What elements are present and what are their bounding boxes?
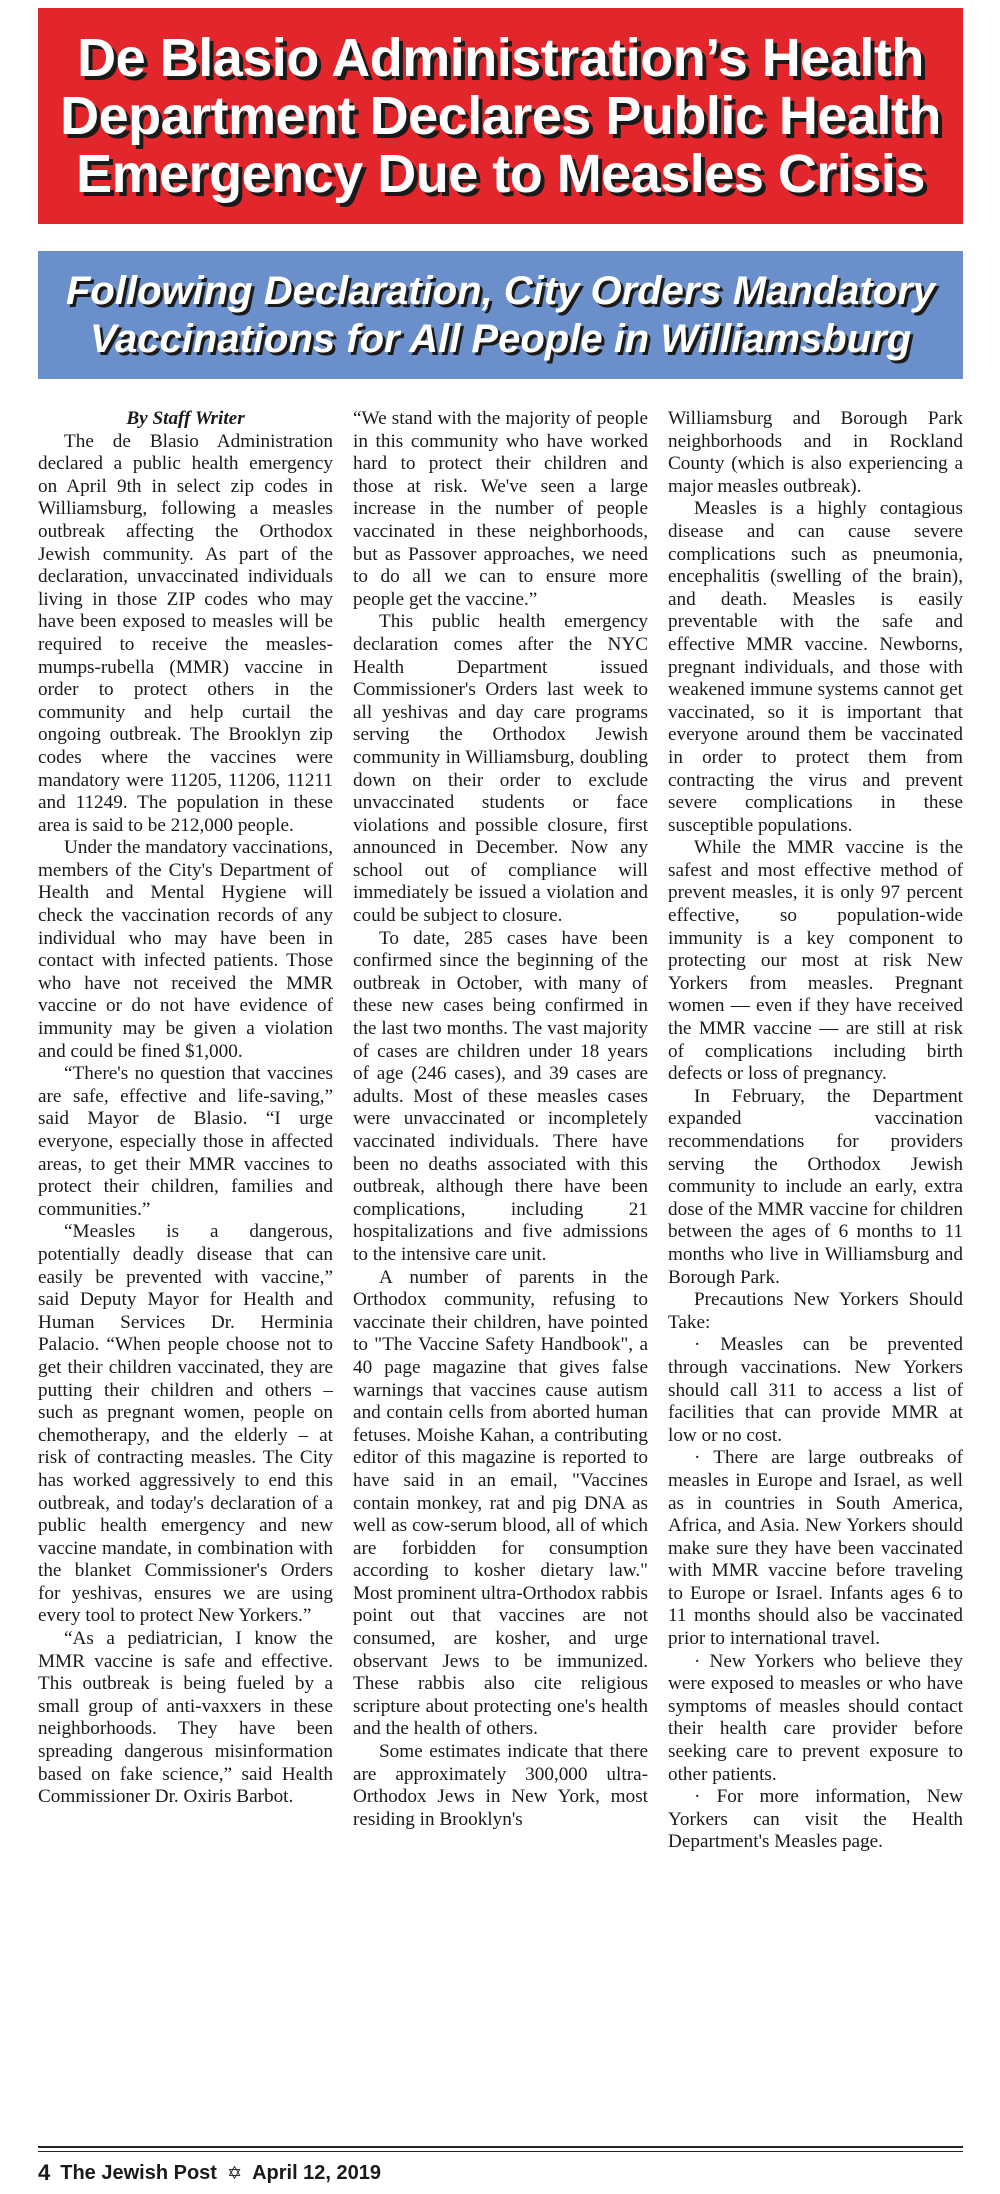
paragraph: A number of parents in the Orthodox community, refusing to vaccinate their children, have pointed to "The Vaccine Safety Handbook", a 40 page magazine that gives false warnings that vaccines cause autism and contain cells from aborted human fetuses. Moishe Kahan, a contributing editor of this magazine is reported to have said in an email, "Vaccines contain monkey, rat and pig DNA as well as cow-serum blood, all of which are forbidden for consumption according to kosher dietary law." Most prominent ultra-Orthodox rabbis point out that vaccines are not consumed, are kosher, and urge observant Jews to be immunized. These rabbis also cite religious scripture about protecting one's health and the health of others. <box>353 1266 648 1740</box>
list-item: · Measles can be prevented through vaccinations. New Yorkers should call 311 to access a list of facilities that can provide MMR at low or no cost. <box>668 1334 963 1446</box>
paragraph: Williamsburg and Borough Park neighborhoods and in Rockland County (which is also experiencing a major measles outbreak). <box>668 408 963 497</box>
page-footer <box>38 2160 381 2186</box>
article-body <box>38 408 963 2143</box>
paragraph: Precautions New Yorkers Should Take: <box>668 1289 963 1333</box>
paragraph: This public health emergency declaration comes after the NYC Health Department issued Commissioner's Orders last week to all yeshivas and day care programs serving the Orthodox Jewish community in Williamsburg, doubling down on their order to exclude unvaccinated students or face violations and possible closure, first announced in December. Now any school out of compliance will immediately be issued a violation and could be subject to closure. <box>353 611 648 927</box>
star-of-david-icon: ✡ <box>226 2162 243 2183</box>
list-item: · New Yorkers who believe they were exposed to measles or who have symptoms of measles should contact their health care provider before seeking care to prevent exposure to other patients. <box>668 1650 963 1785</box>
paragraph: “We stand with the majority of people in this community who have worked hard to protect their children and those at risk. We've seen a large increase in the number of people vaccinated in these neighborhoods, but as Passover approaches, we need to do all we can to ensure more people get the vaccine.” <box>353 408 648 610</box>
byline: By Staff Writer <box>126 408 245 429</box>
paragraph: While the MMR vaccine is the safest and most effective method of prevent measles, it is only 97 percent effective, so population-wide immunity is a key component to protecting our most at risk New Yorkers from measles. Pregnant women — even if they have received the MMR vaccine — are still at risk of complications including birth defects or loss of pregnancy. <box>668 837 963 1085</box>
footer-divider-thin <box>38 2151 963 2152</box>
subheadline: Following Declaration, City Orders Mandatory Vaccinations for All People in Williamsburg <box>65 269 936 361</box>
list-item: · There are large outbreaks of measles in Europe and Israel, as well as in countries in South America, Africa, and Asia. New Yorkers should make sure they have been vaccinated with MMR vaccine before traveling to Europe or Israel. Infants ages 6 to 11 months should also be vaccinated prior to international travel. <box>668 1447 963 1650</box>
paragraph: Measles is a highly contagious disease and can cause severe complications such as pneumonia, encephalitis (swelling of the brain), and death. Measles is easily preventable with the safe and effective MMR vaccine. Newborns, pregnant individuals, and those with weakened immune systems cannot get vaccinated, so it is important that everyone around them be vaccinated in order to protect them from contracting the virus and prevent severe complications in these susceptible populations. <box>668 498 963 836</box>
footer-divider <box>38 2146 963 2148</box>
paragraph: The de Blasio Administration declared a public health emergency on April 9th in select zip codes in Williamsburg, following a measles outbreak affecting the Orthodox Jewish community. As part of the declaration, unvaccinated individuals living in those ZIP codes who may have been exposed to measles will be required to receive the measles-mumps-rubella (MMR) vaccine in order to protect others in the community and help curtail the ongoing outbreak. The Brooklyn zip codes where the vaccines were mandatory were 11205, 11206, 11211 and 11249. The population in these area is said to be 212,000 people. <box>38 430 333 836</box>
paragraph: In February, the Department expanded vaccination recommendations for providers serving the Orthodox Jewish community to include an early, extra dose of the MMR vaccine for children between the ages of 6 months to 11 months who live in Williamsburg and Borough Park. <box>668 1085 963 1288</box>
paragraph: Under the mandatory vaccinations, members of the City's Department of Health and Mental Hygiene will check the vaccination records of any individual who may have been in contact with infected patients. Those who have not received the MMR vaccine or do not have evidence of immunity may be given a violation and could be fined $1,000. <box>38 837 333 1062</box>
publication-name: The Jewish Post <box>60 2161 217 2184</box>
paragraph: “As a pediatrician, I know the MMR vaccine is safe and effective. This outbreak is being fueled by a small group of anti-vaxxers in these neighborhoods. They have been spreading dangerous misinformation based on fake science,” said Health Commissioner Dr. Oxiris Barbot. <box>38 1628 333 1808</box>
article-column-2 <box>353 408 648 2143</box>
article-column-1 <box>38 408 333 2143</box>
issue-date: April 12, 2019 <box>252 2161 382 2184</box>
paragraph: “There's no question that vaccines are safe, effective and life-saving,” said Mayor de Blasio. “I urge everyone, especially those in affected areas, to get their MMR vaccines to protect their children, families and communities.” <box>38 1063 333 1220</box>
headline-banner <box>38 8 963 224</box>
page-number: 4 <box>38 2160 51 2185</box>
headline: De Blasio Administration’s Health Department Declares Public Health Emergency Due to Measles Crisis <box>60 28 941 204</box>
paragraph: To date, 285 cases have been confirmed since the beginning of the outbreak in October, with many of these new cases being confirmed in the last two months. The vast majority of cases are children under 18 years of age (246 cases), and 39 cases are adults. Most of these measles cases were unvaccinated or incompletely vaccinated individuals. There have been no deaths associated with this outbreak, although there have been complications, including 21 hospitalizations and five admissions to the intensive care unit. <box>353 927 648 1265</box>
article-column-3 <box>668 408 963 2143</box>
paragraph: Some estimates indicate that there are approximately 300,000 ultra-Orthodox Jews in New York, most residing in Brooklyn's <box>353 1741 648 1830</box>
subheadline-banner <box>38 251 963 379</box>
list-item: · For more information, New Yorkers can visit the Health Department's Measles page. <box>668 1786 963 1853</box>
paragraph: “Measles is a dangerous, potentially deadly disease that can easily be prevented with vaccine,” said Deputy Mayor for Health and Human Services Dr. Herminia Palacio. “When people choose not to get their children vaccinated, they are putting their children and others – such as pregnant women, people on chemotherapy, and the elderly – at risk of contracting measles. The City has worked aggressively to end this outbreak, and today's declaration of a public health emergency and new vaccine mandate, in combination with the blanket Commissioner's Orders for yeshivas, ensures we are using every tool to protect New Yorkers.” <box>38 1221 333 1627</box>
